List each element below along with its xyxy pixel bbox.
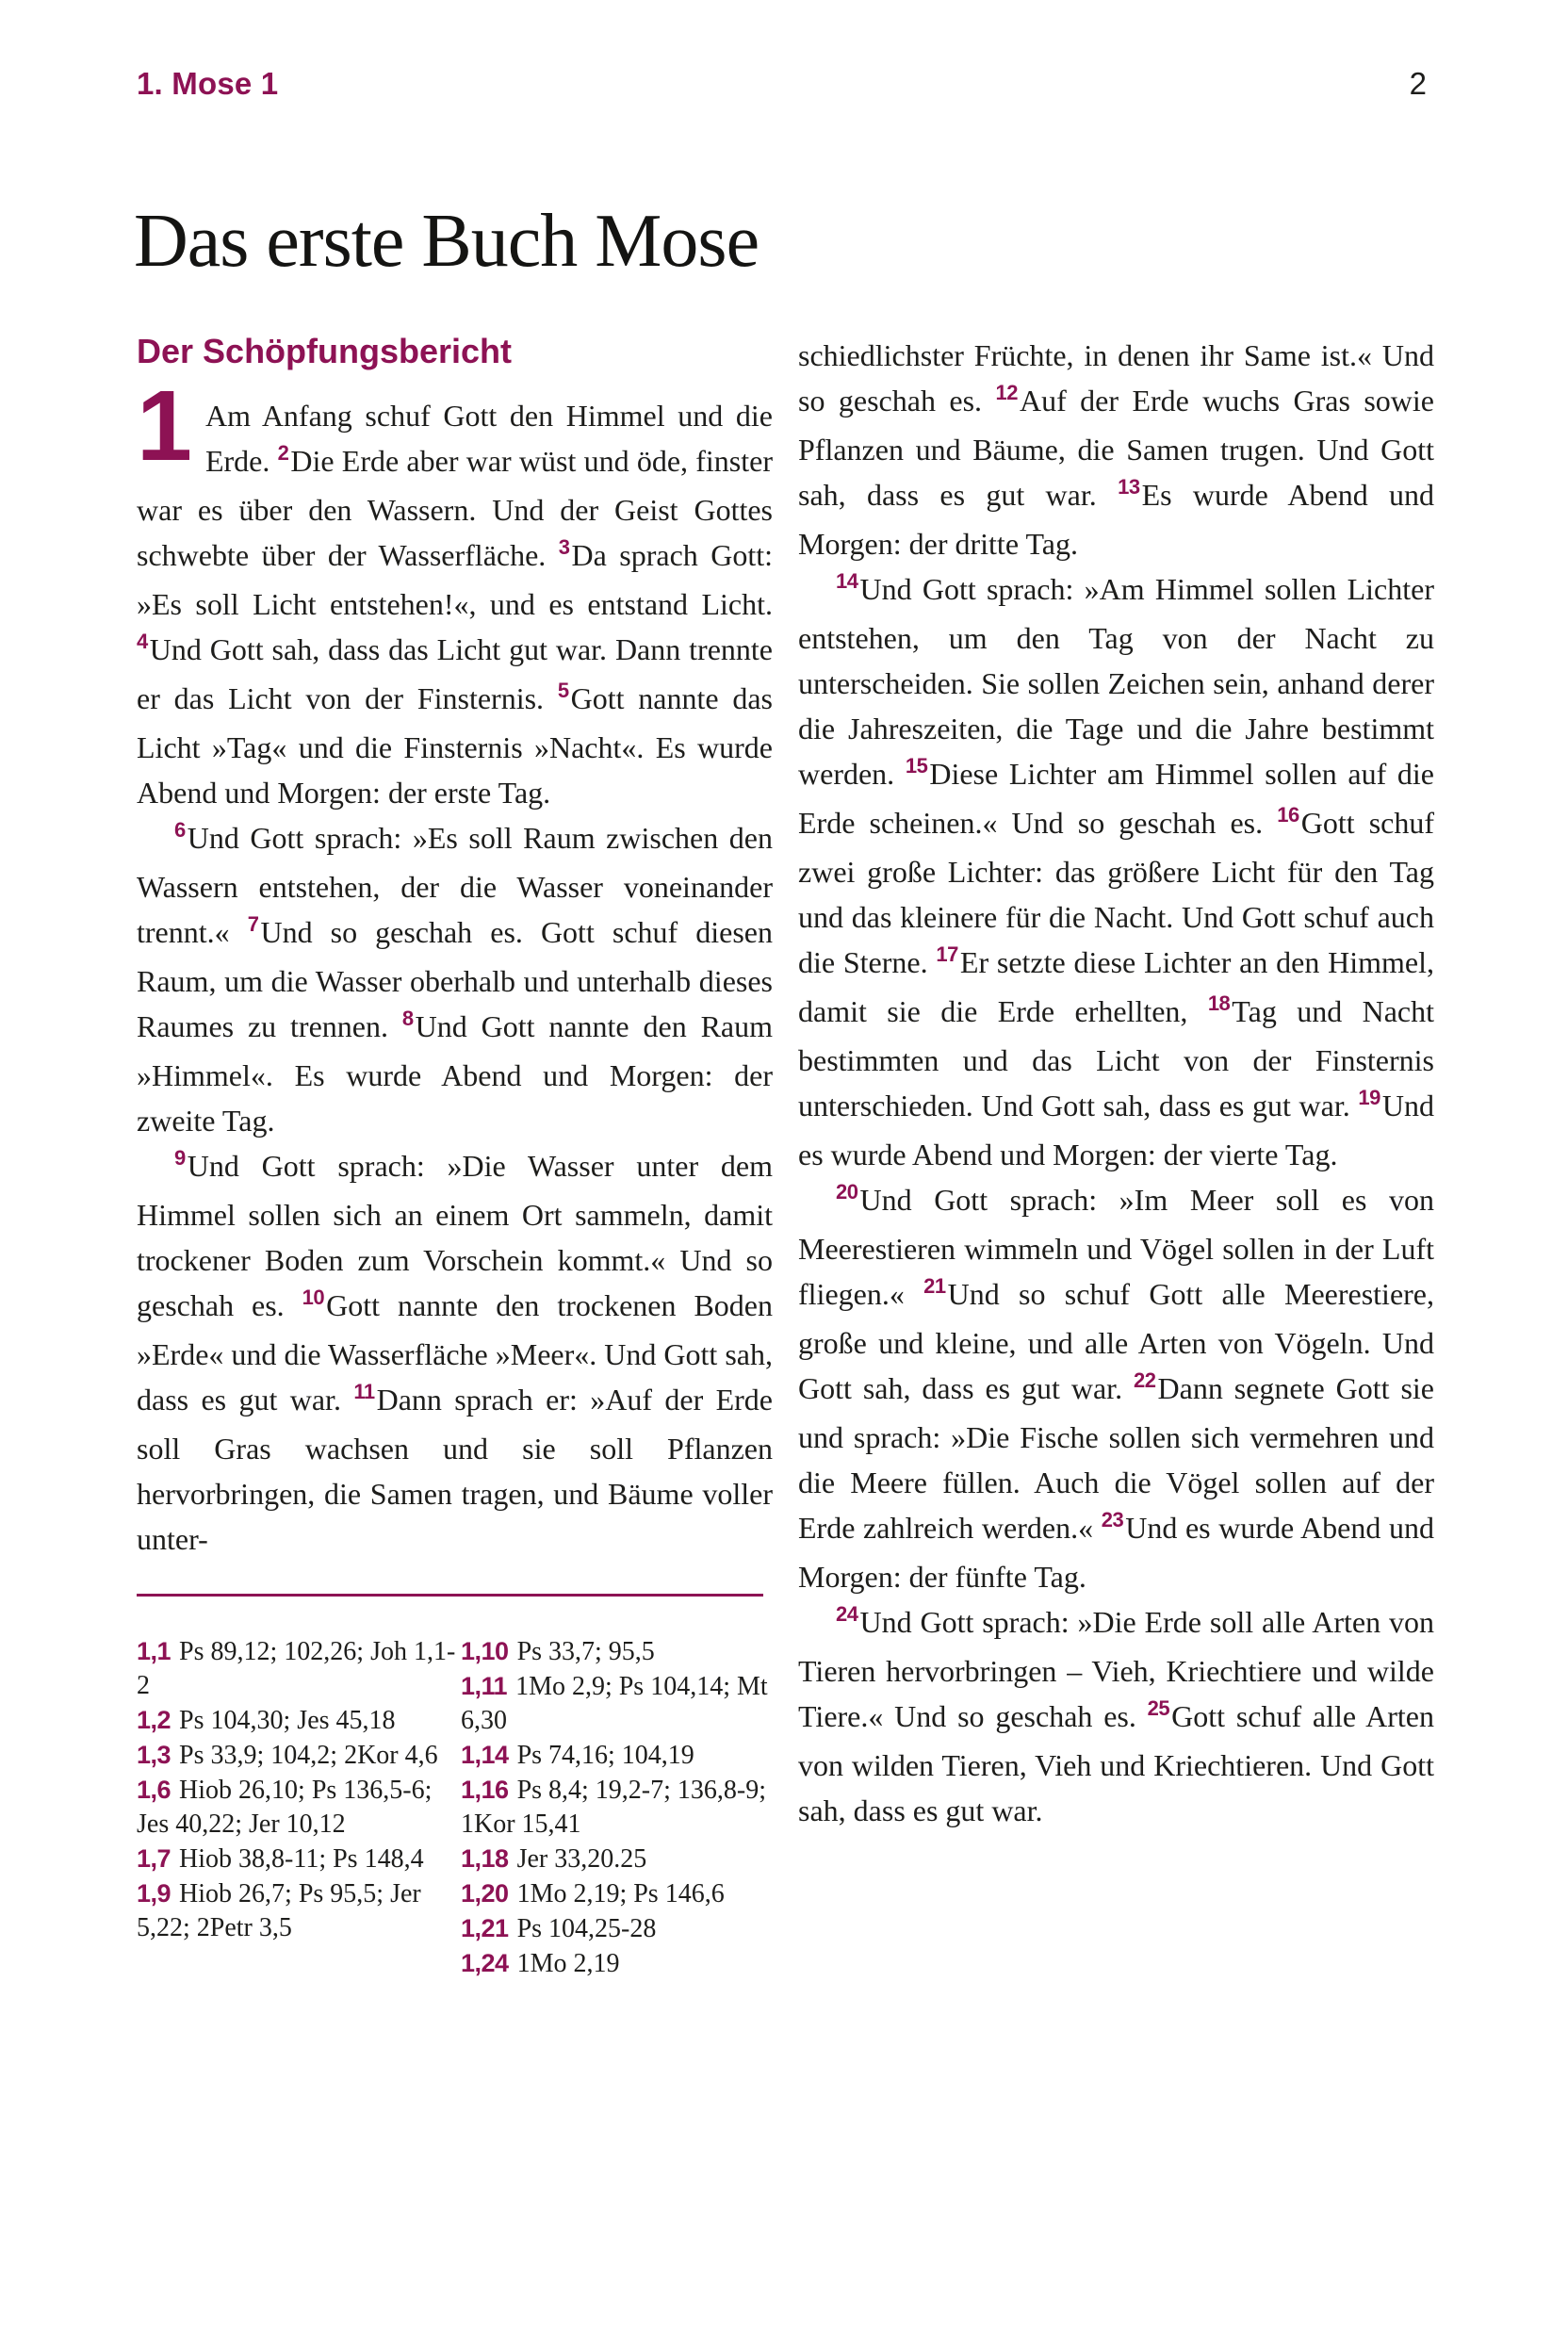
verse-number: 25 <box>1147 1696 1170 1720</box>
left-column-paragraphs <box>137 369 774 1562</box>
footnote-item: 1,10 Ps 33,7; 95,5 <box>461 1636 655 1666</box>
verse-number: 11 <box>353 1379 375 1403</box>
verse-number: 7 <box>247 911 259 936</box>
footnote-item: 1,2 Ps 104,30; Jes 45,18 <box>137 1705 396 1735</box>
footnote-ref: 1,2 <box>137 1705 172 1734</box>
footnote-item: 1,24 1Mo 2,19 <box>461 1948 620 1978</box>
footnote-item: 1,21 Ps 104,25-28 <box>461 1913 657 1943</box>
section-heading: Der Schöpfungsbericht <box>137 332 513 370</box>
verse-number: 24 <box>836 1602 858 1626</box>
verse-number: 8 <box>401 1006 414 1030</box>
footnote-item: 1,18 Jer 33,20.25 <box>461 1843 647 1874</box>
footnote-ref: 1,24 <box>461 1948 509 1977</box>
footnote-ref: 1,10 <box>461 1636 509 1665</box>
footnote-item: 1,1 Ps 89,12; 102,26; Joh 1,1-2 <box>137 1636 456 1700</box>
verse-number: 5 <box>557 678 569 702</box>
footnote-ref: 1,16 <box>461 1775 509 1804</box>
footnote-item: 1,6 Hiob 26,10; Ps 136,5-6; Jes 40,22; Jer 10,12 <box>137 1775 433 1839</box>
verse-number: 10 <box>302 1285 325 1309</box>
footnote-item: 1,16 Ps 8,4; 19,2-7; 136,8-9; 1Kor 15,41 <box>461 1775 767 1839</box>
verse-number: 23 <box>1101 1508 1124 1531</box>
footnote-ref: 1,21 <box>461 1913 509 1942</box>
verse-number: 15 <box>905 754 928 778</box>
footnote-item: 1,11 1Mo 2,9; Ps 104,14; Mt 6,30 <box>461 1671 768 1735</box>
footnote-ref: 1,14 <box>461 1740 509 1769</box>
scripture-paragraph: $^{20}$Und Gott sprach: »Im Meer soll es von Meerestieren wimmeln und Vögel sollen in der Luft fliegen.« $^{21}$Und so schuf Gott alle Meerestiere, große und kleine, und alle Arten von Vögeln. Und Gott sah, dass es gut war. $^{22}$Dann segnete Gott sie und sprach: »Die Fische sollen sich vermehren und die Meere füllen. Auch die Vögel sollen auf der Erde zahlreich werden.« $^{23}$Und es wurde Abend und Morgen: der fünfte Tag. <box>798 1180 1435 1594</box>
footnote-ref: 1,1 <box>137 1636 172 1665</box>
book-chapter-label: 1. Mose 1 <box>137 66 279 101</box>
footnote-ref: 1,3 <box>137 1740 172 1769</box>
scripture-paragraph: $^9$Und Gott sprach: »Die Wasser unter dem Himmel sollen sich an einem Ort sammeln, damit trockener Boden zum Vorschein kommt.« Und so geschah es. $^{10}$Gott nannte den trockenen Boden »Erde« und die Wasserfläche »Meer«. Und Gott sah, dass es gut war. $^{11}$Dann sprach er: »Auf der Erde soll Gras wachsen und sie soll Pflanzen hervorbringen, die Samen tragen, und Bäume voller unter- <box>137 1145 774 1556</box>
verse-number: 12 <box>995 381 1018 404</box>
footnote-divider <box>137 1594 763 1597</box>
page-number: 2 <box>1409 66 1427 101</box>
chapter-number-dropcap: 1 <box>137 369 192 482</box>
verse-number: 22 <box>1134 1368 1156 1392</box>
footnote-ref: 1,9 <box>137 1878 172 1908</box>
footnote-ref: 1,18 <box>461 1843 509 1873</box>
right-column-paragraphs <box>798 333 1434 1833</box>
footnote-ref: 1,11 <box>461 1671 508 1700</box>
scripture-paragraph: $^{24}$Und Gott sprach: »Die Erde soll alle Arten von Tieren hervorbringen – Vieh, Kriechtiere und wilde Tiere.« Und so geschah es. $^{25}$Gott schuf alle Arten von wilden Tieren, Vieh und Kriechtieren. Und Gott sah, dass es gut war. <box>798 1602 1434 1827</box>
book-title: Das erste Buch Mose <box>134 199 760 283</box>
verse-number: 2 <box>277 440 289 465</box>
verse-number: 4 <box>137 629 148 653</box>
verse-number: 21 <box>923 1274 946 1298</box>
footnote-item: 1,3 Ps 33,9; 104,2; 2Kor 4,6 <box>137 1740 438 1770</box>
verse-number: 18 <box>1207 991 1231 1015</box>
footnote-item: 1,20 1Mo 2,19; Ps 146,6 <box>461 1878 725 1908</box>
verse-number: 3 <box>558 534 570 559</box>
verse-number: 6 <box>174 817 186 842</box>
verse-number: 16 <box>1277 803 1299 827</box>
text-columns <box>137 333 1434 1981</box>
verse-number: 14 <box>836 569 858 593</box>
footnote-item: 1,14 Ps 74,16; 104,19 <box>461 1740 694 1770</box>
footnote-item: 1,7 Hiob 38,8-11; Ps 148,4 <box>137 1843 424 1874</box>
verse-number: 9 <box>174 1145 186 1170</box>
verse-number: 17 <box>936 942 958 966</box>
running-header <box>137 66 1427 102</box>
footnote-column-1 <box>137 1634 461 1981</box>
footnote-ref: 1,6 <box>137 1775 172 1804</box>
scripture-paragraph: $^{14}$Und Gott sprach: »Am Himmel sollen Lichter entstehen, um den Tag von der Nacht zu unterscheiden. Sie sollen Zeichen sein, anhand derer die Jahreszeiten, die Tage und die Jahre bestimmt werden. $^{15}$Diese Lichter am Himmel sollen auf die Erde scheinen.« Und so geschah es. $^{16}$Gott schuf zwei große Lichter: das größere Licht für den Tag und das kleinere für die Nacht. Und Gott schuf auch die Sterne. $^{17}$Er setzte diese Lichter an den Himmel, damit sie die Erde erhellten, $^{18}$Tag und Nacht bestimmten und das Licht von der Finsternis unterschieden. Und Gott sah, dass es gut war. $^{19}$Und es wurde Abend und Morgen: der vierte Tag. <box>798 569 1435 1171</box>
footnote-ref: 1,7 <box>137 1843 172 1873</box>
footnote-ref: 1,20 <box>461 1878 509 1908</box>
scripture-paragraph: schiedlichster Früchte, in denen ihr Same ist.« Und so geschah es. $^{12}$Auf der Erde wuchs Gras sowie Pflanzen und Bäume, die Samen trugen. Und Gott sah, dass es gut war. $^{13}$Es wurde Abend und Morgen: der dritte Tag. <box>798 338 1435 561</box>
left-column <box>137 333 773 1981</box>
footnotes <box>137 1634 773 1981</box>
footnote-column-2 <box>461 1634 773 1981</box>
right-column <box>798 333 1434 1981</box>
scripture-paragraph: 1 Am Anfang schuf Gott den Himmel und die Erde. $^2$Die Erde aber war wüst und öde, finster war es über den Wassern. Und der Geist Gottes schwebte über der Wasserfläche. $^3$Da sprach Gott: »Es soll Licht entstehen!«, und es entstand Licht. $^4$Und Gott sah, dass das Licht gut war. Dann trennte er das Licht von der Finsternis. $^5$Gott nannte das Licht »Tag« und die Finsternis »Nacht«. Es wurde Abend und Morgen: der erste Tag. <box>137 369 774 810</box>
verse-number: 13 <box>1118 475 1140 499</box>
scripture-paragraph: $^6$Und Gott sprach: »Es soll Raum zwischen den Wassern entstehen, der die Wasser voneinander trennt.« $^7$Und so geschah es. Gott schuf diesen Raum, um die Wasser oberhalb und unterhalb dieses Raumes zu trennen. $^8$Und Gott nannte den Raum »Himmel«. Es wurde Abend und Morgen: der zweite Tag. <box>137 817 774 1138</box>
verse-number: 19 <box>1358 1086 1380 1109</box>
footnote-item: 1,9 Hiob 26,7; Ps 95,5; Jer 5,22; 2Petr 3,5 <box>137 1878 421 1942</box>
verse-number: 20 <box>836 1180 858 1204</box>
